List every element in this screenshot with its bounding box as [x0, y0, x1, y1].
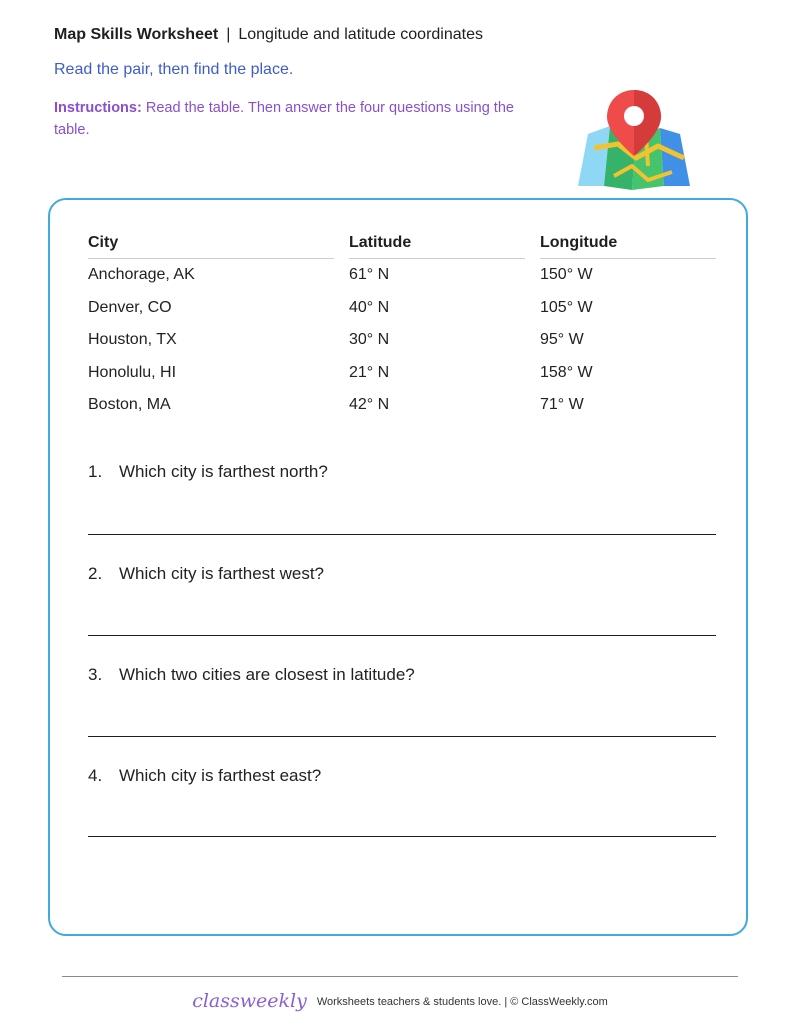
column-header-city: City [88, 234, 334, 259]
instructions-label: Instructions: [54, 100, 142, 116]
footer-tagline: Worksheets teachers & students love. | © ClassWeekly.com [316, 996, 608, 1008]
city-cell: Denver, CO [88, 298, 172, 316]
question-number: 2. [88, 564, 103, 583]
latitude-cell: 30° N [349, 331, 390, 349]
longitude-cell: 150° W [540, 266, 593, 284]
table-header-row [88, 234, 716, 259]
latitude-cell: 40° N [349, 298, 390, 316]
map-pin-icon [574, 86, 694, 192]
latitude-cell: 42° N [349, 396, 390, 414]
question-4 [88, 766, 716, 786]
question-text: Which city is farthest north? [119, 462, 328, 481]
city-cell: Anchorage, AK [88, 266, 195, 284]
question-text: Which two cities are closest in latitude? [119, 665, 415, 684]
table-row [88, 357, 716, 390]
worksheet-subtitle: Read the pair, then find the place. [54, 61, 294, 78]
question-text: Which city is farthest west? [119, 564, 325, 583]
table-row [88, 292, 716, 325]
question-3 [88, 665, 716, 685]
answer-line-3[interactable] [88, 736, 716, 737]
question-number: 1. [88, 462, 103, 481]
city-cell: Honolulu, HI [88, 363, 177, 381]
answer-line-4[interactable] [88, 836, 716, 837]
title-separator: | [226, 26, 231, 43]
latitude-cell: 21° N [349, 363, 390, 381]
worksheet-title-bold: Map Skills Worksheet [54, 26, 219, 43]
city-cell: Houston, TX [88, 331, 177, 349]
worksheet-title [54, 26, 483, 44]
worksheet-title-rest: Longitude and latitude coordinates [238, 26, 483, 43]
brand-logo: classweekly [192, 990, 307, 1012]
question-2 [88, 564, 716, 584]
answer-line-2[interactable] [88, 635, 716, 636]
footer [0, 990, 800, 1012]
worksheet-card [48, 198, 748, 936]
table-row [88, 389, 716, 422]
longitude-cell: 95° W [540, 331, 584, 349]
instructions-text: Read the table. Then answer the four questions using the table. [54, 100, 514, 138]
latitude-cell: 61° N [349, 266, 390, 284]
footer-divider [62, 976, 738, 977]
question-number: 3. [88, 665, 103, 684]
question-1 [88, 462, 716, 482]
table-row [88, 324, 716, 357]
answer-line-1[interactable] [88, 534, 716, 535]
longitude-cell: 158° W [540, 363, 593, 381]
instructions [54, 97, 534, 141]
coordinates-table [88, 234, 716, 422]
longitude-cell: 71° W [540, 396, 584, 414]
city-cell: Boston, MA [88, 396, 171, 414]
column-header-longitude: Longitude [540, 234, 716, 259]
column-header-latitude: Latitude [349, 234, 525, 259]
table-row [88, 259, 716, 292]
longitude-cell: 105° W [540, 298, 593, 316]
question-number: 4. [88, 766, 103, 785]
question-text: Which city is farthest east? [119, 766, 322, 785]
